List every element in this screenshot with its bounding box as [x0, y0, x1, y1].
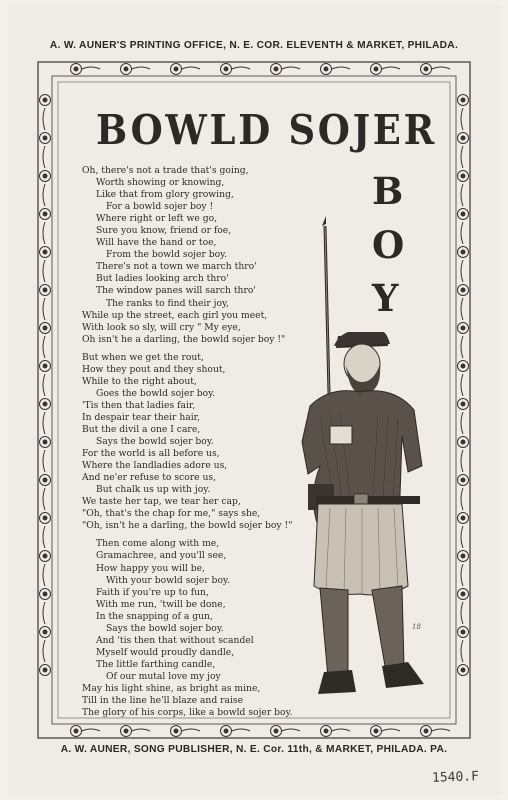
- scroll-ornament: [43, 184, 45, 206]
- verse-line: Will have the hand or toe,: [96, 237, 217, 249]
- scroll-ornament: [43, 108, 45, 130]
- verse-line: The ranks to find their joy,: [106, 297, 229, 309]
- scroll-ornament: [332, 67, 350, 69]
- verse-line: Till in the line he'll blaze and raise: [82, 695, 244, 707]
- rosette-center: [43, 212, 48, 217]
- scroll-ornament: [461, 336, 463, 358]
- scroll-ornament: [461, 450, 463, 472]
- scroll-ornament: [43, 336, 45, 358]
- verse-line: Says the bowld sojer boy.: [96, 436, 214, 448]
- scroll-ornament: [382, 729, 400, 731]
- scroll-ornament: [232, 67, 250, 69]
- verse-line: Where the landladies adore us,: [82, 460, 228, 472]
- engraver-mark: 18: [412, 623, 421, 631]
- scroll-ornament: [332, 729, 350, 731]
- rosette-center: [461, 98, 466, 103]
- rosette-center: [43, 250, 48, 255]
- song-title: BOWLD SOJER: [96, 106, 438, 154]
- rosette-center: [43, 668, 48, 673]
- rosette-center: [74, 67, 79, 72]
- rosette-center: [74, 729, 79, 734]
- verse-line: Oh isn't he a darling, the bowld sojer boy !": [82, 333, 286, 345]
- scroll-ornament: [461, 260, 463, 282]
- scroll-ornament: [382, 67, 400, 69]
- verse-line: There's not a town we march thro': [96, 261, 257, 273]
- verse-line: Where right or left we go,: [96, 213, 218, 225]
- rosette-center: [124, 67, 129, 72]
- verse-line: And ne'er refuse to score us,: [82, 472, 217, 484]
- scroll-ornament: [461, 564, 463, 586]
- rosette-center: [461, 326, 466, 331]
- rosette-center: [43, 288, 48, 293]
- scroll-ornament: [43, 488, 45, 510]
- verse-line: Sure you know, friend or foe,: [96, 225, 232, 237]
- rosette-center: [124, 729, 129, 734]
- rosette-center: [43, 478, 48, 483]
- rosette-center: [461, 250, 466, 255]
- scroll-ornament: [43, 526, 45, 548]
- verse-line: And 'tis then that without scandel: [96, 634, 254, 646]
- rosette-center: [461, 592, 466, 597]
- verse-line: The window panes will sarch thro': [96, 285, 256, 297]
- scroll-ornament: [282, 67, 300, 69]
- rosette-center: [461, 288, 466, 293]
- scroll-ornament: [43, 222, 45, 244]
- rosette-center: [324, 729, 329, 734]
- rosette-center: [43, 364, 48, 369]
- scroll-ornament: [43, 374, 45, 396]
- scroll-ornament: [461, 640, 463, 662]
- rosette-center: [43, 98, 48, 103]
- verse-line: Oh, there's not a trade that's going,: [82, 165, 249, 176]
- scroll-ornament: [43, 450, 45, 472]
- title-side-letter-y: Y: [372, 276, 399, 320]
- rosette-center: [43, 326, 48, 331]
- verse-line: Worth showing or knowing,: [96, 177, 225, 189]
- scroll-ornament: [461, 374, 463, 396]
- scroll-ornament: [461, 184, 463, 206]
- verse-line: Of our mutal love my joy: [106, 670, 221, 682]
- scroll-ornament: [43, 412, 45, 434]
- rosette-center: [461, 668, 466, 673]
- rosette-center: [461, 364, 466, 369]
- scroll-ornament: [182, 67, 200, 69]
- rosette-center: [43, 592, 48, 597]
- scroll-ornament: [461, 146, 463, 168]
- verse-line: May his light shine, as bright as mine,: [82, 682, 261, 694]
- verse-line: While to the right about,: [82, 375, 197, 387]
- rosette-center: [43, 516, 48, 521]
- scroll-ornament: [461, 602, 463, 624]
- verse-line: "Oh, that's the chap for me," says she,: [82, 508, 261, 520]
- rosette-center: [424, 729, 429, 734]
- rosette-center: [174, 729, 179, 734]
- verse-line: In the snapping of a gun,: [96, 610, 213, 622]
- verse-line: With your bowld sojer boy.: [106, 574, 230, 586]
- scroll-ornament: [82, 729, 100, 731]
- verse-line: The little farthing candle,: [96, 658, 216, 670]
- scroll-ornament: [461, 108, 463, 130]
- soldier-engraving: [290, 196, 430, 706]
- verse-line: But when we get the rout,: [82, 351, 204, 363]
- rosette-center: [324, 67, 329, 72]
- scroll-ornament: [282, 729, 300, 731]
- scroll-ornament: [432, 729, 450, 731]
- scroll-ornament: [43, 602, 45, 624]
- verse-line: But chalk us up with joy.: [96, 484, 211, 496]
- scroll-ornament: [432, 67, 450, 69]
- scroll-ornament: [43, 260, 45, 282]
- verse-line: With me run, 'twill be done,: [96, 598, 226, 610]
- scroll-ornament: [43, 564, 45, 586]
- verse-line: How happy you will be,: [96, 562, 205, 574]
- scroll-ornament: [43, 298, 45, 320]
- verse-line: We taste her tap, we tear her cap,: [82, 496, 241, 508]
- verse-line: With look so sly, will cry " My eye,: [82, 321, 241, 333]
- rosette-center: [461, 136, 466, 141]
- rosette-center: [461, 630, 466, 635]
- verse-line: Like that from glory growing,: [96, 189, 234, 201]
- rosette-center: [43, 136, 48, 141]
- rosette-center: [461, 516, 466, 521]
- verse-line: For the world is all before us,: [82, 448, 220, 460]
- scroll-ornament: [182, 729, 200, 731]
- verse-line: Myself would proudly dandle,: [96, 646, 235, 658]
- scroll-ornament: [461, 526, 463, 548]
- scroll-ornament: [132, 729, 150, 731]
- scroll-ornament: [43, 640, 45, 662]
- scroll-ornament: [132, 67, 150, 69]
- catalog-number: 1540.F: [431, 769, 480, 786]
- rosette-center: [224, 729, 229, 734]
- verse-line: But ladies looking arch thro': [96, 273, 229, 285]
- rosette-center: [461, 478, 466, 483]
- verse-line: Goes the bowld sojer boy.: [96, 387, 216, 399]
- verse-line: Faith if you're up to fun,: [96, 586, 209, 598]
- verse-line: But the divil a one I care,: [82, 423, 201, 435]
- scroll-ornament: [232, 729, 250, 731]
- rosette-center: [274, 729, 279, 734]
- verse-line: The glory of his corps, like a bowld sojer boy.: [82, 707, 293, 719]
- verse-line: How they pout and they shout,: [82, 363, 226, 375]
- rosette-center: [224, 67, 229, 72]
- scroll-ornament: [43, 146, 45, 168]
- scroll-ornament: [82, 67, 100, 69]
- verse-line: From the bowld sojer boy.: [106, 249, 228, 261]
- broadside-sheet: [8, 6, 500, 794]
- scroll-ornament: [461, 412, 463, 434]
- rosette-center: [43, 440, 48, 445]
- rosette-center: [461, 554, 466, 559]
- rosette-center: [43, 402, 48, 407]
- rosette-center: [374, 67, 379, 72]
- rosette-center: [374, 729, 379, 734]
- rosette-center: [274, 67, 279, 72]
- verse-line: In despair tear their hair,: [82, 411, 200, 423]
- rosette-center: [43, 554, 48, 559]
- scroll-ornament: [461, 222, 463, 244]
- publisher-footer: A. W. AUNER, SONG PUBLISHER, N. E. Cor. 11th, & MARKET, PHILADA. PA.: [60, 744, 448, 755]
- title-side-letter-b: B: [372, 169, 404, 213]
- rosette-center: [461, 440, 466, 445]
- verse-line: While up the street, each girl you meet,: [82, 309, 268, 321]
- rosette-center: [174, 67, 179, 72]
- rosette-center: [43, 174, 48, 179]
- verse-line: "Oh, isn't he a darling, the bowld sojer boy !": [82, 520, 293, 532]
- rosette-center: [424, 67, 429, 72]
- verse-line: Gramachree, and you'll see,: [96, 550, 227, 562]
- verse-line: Says the bowld sojer boy.: [106, 622, 224, 634]
- scroll-ornament: [461, 298, 463, 320]
- title-side-letter-o: O: [372, 223, 405, 267]
- rosette-center: [461, 212, 466, 217]
- verse-line: 'Tis then that ladies fair,: [82, 399, 196, 411]
- scroll-ornament: [461, 488, 463, 510]
- printer-header: A. W. AUNER'S PRINTING OFFICE, N. E. COR. ELEVENTH & MARKET, PHILADA.: [49, 40, 459, 51]
- rosette-center: [461, 402, 466, 407]
- rosette-center: [43, 630, 48, 635]
- verse-line: Then come along with me,: [96, 538, 220, 550]
- rosette-center: [461, 174, 466, 179]
- verse-line: For a bowld sojer boy !: [106, 201, 214, 213]
